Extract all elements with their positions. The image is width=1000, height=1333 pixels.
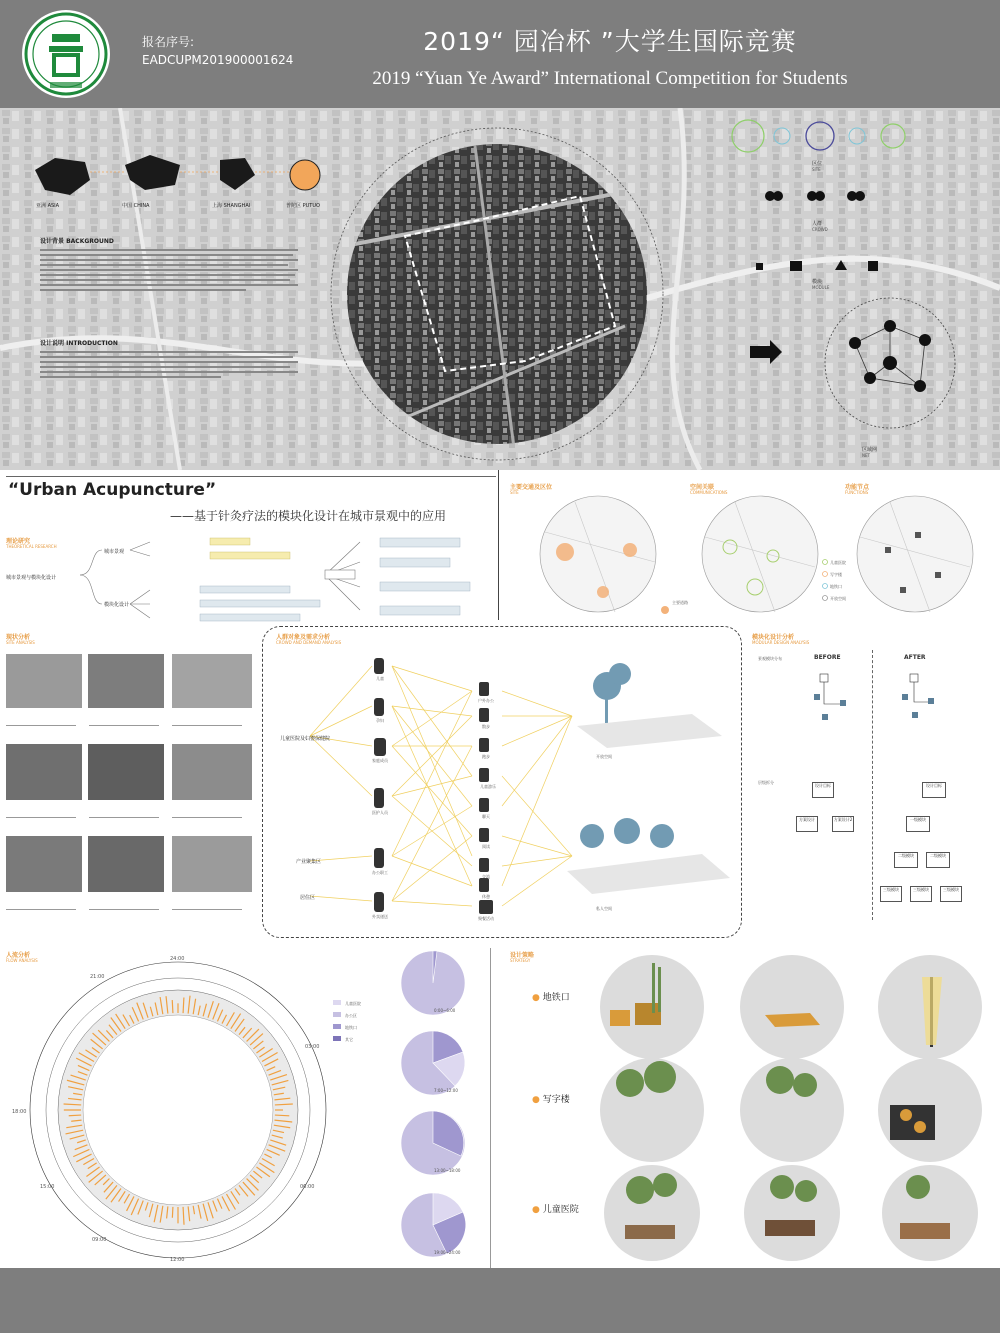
strategy-sub: STRATEGY: [510, 958, 531, 963]
after-label: AFTER: [904, 654, 926, 661]
activity-3: 跑步: [482, 754, 490, 759]
site-photo-7: [6, 836, 82, 892]
background-heading: 设计背景 BACKGROUND: [40, 238, 114, 245]
site-photo-4: [6, 744, 82, 800]
strategy-heading: 设计策略: [510, 952, 535, 959]
activity-4: 儿童游乐: [480, 784, 496, 789]
flow-tick-mark: [172, 1000, 173, 1013]
pie-label-3: 13:00~18:00: [434, 1168, 461, 1173]
module-sub: MODULAR DESIGN ANALYSIS: [752, 640, 810, 645]
title-chinese: 2019“ 园冶杯 ”大学生国际竞赛: [423, 27, 797, 56]
module-box-level-3a: 三级模块: [880, 886, 902, 902]
activity-9: 聚餐活动: [478, 916, 494, 921]
module-box-level-1: 一级模块: [906, 816, 930, 832]
loc-label-shanghai: 上海 SHANGHAI: [212, 203, 251, 209]
module-box-level-3b: 三级模块: [910, 886, 932, 902]
main-title-english: “Urban Acupuncture”: [8, 480, 217, 500]
site-label: 区位: [812, 161, 823, 167]
flow-tick-2400: 24:00: [170, 956, 185, 962]
module-box-level-2b: 二级模块: [926, 852, 950, 868]
flow-heading: 人流分析: [6, 952, 31, 959]
activity-6: 阅读: [482, 844, 490, 849]
flow-tick-0600: 06:00: [300, 1184, 315, 1190]
site-analysis-sub: SITE ANALYSIS: [6, 640, 35, 645]
module-row-1-label: 景观模块分布: [758, 656, 782, 661]
pie-legend-3: 地铁口: [345, 1025, 357, 1030]
person-family: 家庭成员: [372, 758, 388, 763]
flow-tick-mark: [183, 998, 184, 1014]
research-sub: THEORETICAL RESEARCH: [6, 544, 57, 549]
module-row-2-label: 层级拆分: [758, 780, 774, 785]
legend-main-road: 主要道路: [672, 600, 688, 605]
loc-label-china: 中国 CHINA: [122, 203, 150, 209]
site-aerial-circle: [325, 126, 675, 466]
location-maps: [30, 150, 330, 205]
loc-label-asia: 亚洲 ASIA: [36, 203, 60, 209]
site-photo-5: [88, 744, 164, 800]
pie-label-4: 19:00~24:00: [434, 1250, 461, 1255]
group-residential: 居住区: [300, 895, 316, 901]
activity-7: 交流: [482, 874, 490, 879]
research-branch-1: 城市景观: [104, 549, 125, 555]
activity-2: 散步: [482, 724, 490, 729]
module-box-level-3c: 三级模块: [940, 886, 962, 902]
flow-radial-chart: [8, 955, 348, 1265]
pie-label-1: 0:00~6:00: [434, 1008, 456, 1013]
analysis-heading-3: 功能节点: [845, 484, 870, 491]
net-sub: NET: [862, 453, 870, 458]
research-root: 城市景观与模块化设计: [6, 575, 57, 581]
crowd-link-lines: [262, 626, 740, 936]
module-box-level-2a: 二级模块: [894, 852, 918, 868]
site-photo-captions-row3: [6, 898, 252, 918]
analysis-circles: [505, 492, 1000, 622]
flow-tick-1200: 12:00: [170, 1257, 185, 1263]
flow-tick-0300: 03:00: [305, 1044, 320, 1050]
strategy-node-office: ● 写字楼: [532, 1095, 570, 1105]
site-sub: SITE: [812, 167, 821, 172]
research-branch-2: 模块化设计: [104, 602, 130, 608]
analysis-sub-1: SITE: [510, 490, 519, 495]
loc-label-putuo: 普陀区 PUTUO: [286, 203, 320, 209]
net-label: 区域网: [862, 447, 878, 453]
yuanye-seal-icon: [20, 8, 112, 100]
site-photo-1: [6, 654, 82, 708]
module-box-target-after: 设计目标: [922, 782, 946, 798]
pie-legend-1: 儿童医院: [345, 1001, 361, 1006]
space-open: 开放空间: [596, 754, 612, 759]
research-mindmap: [70, 532, 500, 622]
site-photo-6: [172, 744, 252, 800]
strategy-node-hospital: ● 儿童医院: [532, 1205, 579, 1215]
site-analysis-heading: 现状分析: [6, 634, 31, 641]
flow-tick-mark: [172, 1207, 173, 1218]
group-industry: 产业聚集区: [296, 859, 322, 865]
aerial-map-band: [0, 108, 1000, 470]
site-photo-3: [172, 654, 252, 708]
research-heading: 理论研究: [6, 538, 31, 545]
before-label: BEFORE: [814, 654, 841, 661]
module-sub: MODULE: [812, 285, 830, 290]
activity-5: 聊天: [482, 814, 490, 819]
crowd-sub: CROWD: [812, 227, 828, 232]
pie-legend-4: 其它: [345, 1037, 353, 1042]
strategy-node-metro: ● 地铁口: [532, 993, 570, 1003]
person-delivery: 外卖递送: [372, 914, 388, 919]
activity-1: 户外办公: [478, 698, 494, 703]
site-photo-captions-row1: [6, 714, 252, 734]
person-office: 办公职工: [372, 870, 388, 875]
title-english: 2019 “Yuan Ye Award” International Competition for Students: [372, 68, 848, 89]
title-rule-top: [6, 476, 496, 477]
site-photo-8: [88, 836, 164, 892]
registration-number: EADCUPM201900001624: [142, 53, 294, 67]
legend-hospital: 儿童医院: [830, 560, 846, 565]
activity-8: 休憩: [482, 894, 490, 899]
pie-label-2: 7:00~12:00: [434, 1088, 458, 1093]
strategy-node-office-label: 写字楼: [542, 1095, 570, 1105]
legend-open-space: 开放空间: [830, 596, 846, 601]
analysis-sub-3: FUNCTIONS: [845, 490, 869, 495]
flow-tick-0900: 09:00: [92, 1237, 107, 1243]
site-photo-9: [172, 836, 252, 892]
crowd-heading: 人群对象及需求分析: [276, 634, 331, 641]
module-box-plan-2: 方案设计2: [832, 816, 854, 832]
site-photo-captions-row2: [6, 806, 252, 826]
footer-bar: [0, 1268, 1000, 1333]
flow-tick-2100: 21:00: [90, 974, 105, 980]
flow-tick-1500: 15:00: [40, 1184, 55, 1190]
analysis-heading-2: 空间关联: [690, 484, 715, 491]
module-label: 模块: [812, 279, 823, 285]
strategy-divider: [490, 948, 491, 1268]
person-child: 儿童: [376, 676, 384, 681]
group-hospital: 儿童医院及妇婴保健院: [280, 736, 331, 742]
legend-office: 写字楼: [830, 572, 842, 577]
module-heading: 模块化设计分析: [752, 634, 795, 641]
analysis-heading-1: 主要交通及区位: [510, 484, 553, 491]
site-photo-2: [88, 654, 164, 708]
flow-tick-mark: [69, 1115, 81, 1116]
introduction-heading: 设计说明 INTRODUCTION: [40, 340, 118, 347]
module-box-target-before: 设计目标: [812, 782, 834, 798]
strategy-illustrations: [600, 955, 1000, 1265]
module-distribution-diagram: [800, 664, 990, 734]
legend-metro: 地铁口: [830, 584, 842, 589]
flow-sub: FLOW ANALYSIS: [6, 958, 38, 963]
module-box-plan-1: 方案设计: [796, 816, 818, 832]
module-net-diagram: [720, 118, 990, 463]
flow-tick-mark: [275, 1115, 289, 1116]
main-subtitle: ——基于针灸疗法的模块化设计在城市景观中的应用: [170, 509, 447, 523]
crowd-sub: CROWD AND DEMAND ANALYSIS: [276, 640, 342, 645]
space-private: 私人空间: [596, 906, 612, 911]
introduction-text-lines: [40, 348, 298, 381]
pie-legend-2: 办公区: [345, 1013, 357, 1018]
person-pregnant: 孕妇: [376, 718, 384, 723]
registration-label: 报名序号:: [142, 35, 195, 49]
pie-charts: [395, 950, 475, 1260]
flow-tick-1800: 18:00: [12, 1109, 27, 1115]
pie-legend: [333, 990, 393, 1042]
strategy-node-hospital-label: 儿童医院: [542, 1205, 579, 1215]
analysis-sub-2: COMMUNICATIONS: [690, 490, 728, 495]
strategy-node-metro-label: 地铁口: [542, 993, 570, 1003]
crowd-label: 人群: [812, 221, 823, 227]
background-text-lines: [40, 246, 298, 294]
person-medical: 医护人员: [372, 810, 388, 815]
